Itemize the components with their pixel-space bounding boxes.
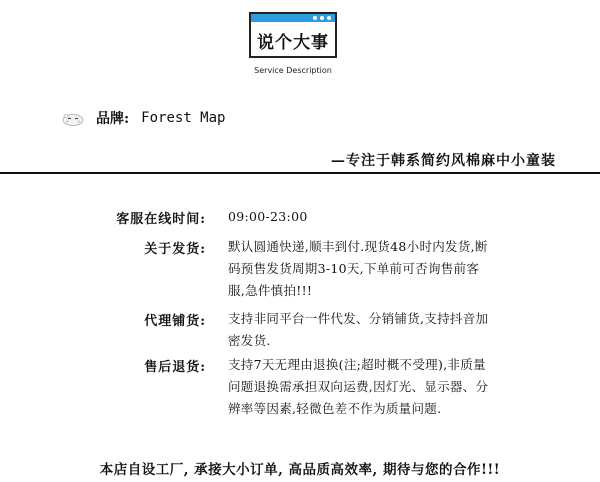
- info-label: 售后退货:: [144, 360, 206, 375]
- brand-name: Forest Map: [141, 110, 226, 126]
- window-dot-icon: [313, 16, 317, 20]
- info-value: 默认圆通快递,顺丰到付.现货48小时内发货,断码预售发货周期3-10天,下单前可否询售前客服,急件慎拍!!!: [228, 239, 488, 298]
- info-label: 客服在线时间:: [116, 212, 206, 227]
- divider: [0, 172, 600, 174]
- tagline: —专注于韩系简约风棉麻中小童装: [331, 153, 556, 169]
- window-dot-icon: [327, 16, 331, 20]
- brand-label: 品牌:: [96, 111, 130, 127]
- title-box: [249, 12, 337, 58]
- info-value: 支持7天无理由退换(注;超时概不受理),非质量问题退换需承担双向运费,因灯光、显示器、分辨率等因素,轻微色差不作为质量问题.: [228, 357, 489, 416]
- info-label: 代理铺货:: [144, 314, 206, 329]
- info-value: 支持非同平台一件代发、分销铺货,支持抖音加密发货.: [228, 311, 489, 348]
- page-subtitle: Service Description: [254, 66, 332, 75]
- smiley-face-icon: [62, 111, 84, 125]
- title-window-bar: [251, 14, 335, 22]
- window-dot-icon: [320, 16, 324, 20]
- info-value: 09:00-23:00: [228, 209, 308, 224]
- info-label: 关于发货:: [144, 242, 206, 257]
- brand-row: [62, 108, 225, 128]
- footer-note: 本店自设工厂, 承接大小订单, 高品质高效率, 期待与您的合作!!!: [99, 462, 501, 478]
- page-title: 说个大事: [257, 33, 329, 53]
